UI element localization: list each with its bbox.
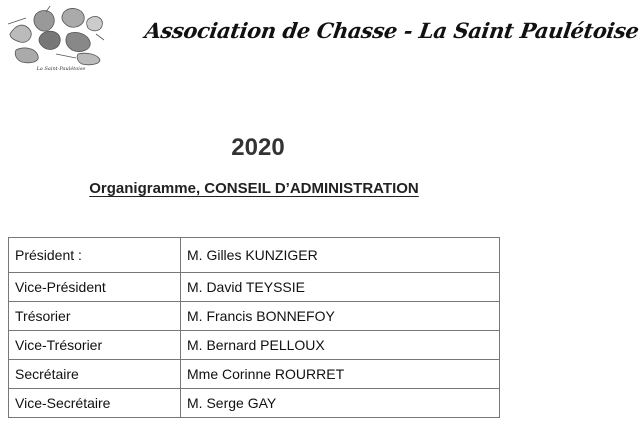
table-row (9, 360, 500, 389)
member-cell: Mme Corinne ROURRET (181, 360, 500, 389)
role-cell: Président : (9, 238, 181, 273)
member-cell: M. Serge GAY (181, 389, 500, 418)
member-cell: M. Gilles KUNZIGER (181, 238, 500, 273)
association-logo (6, 4, 106, 80)
role-cell: Vice-Secrétaire (9, 389, 181, 418)
document-year: 2020 (231, 134, 285, 161)
role-cell: Vice-Trésorier (9, 331, 181, 360)
document-subtitle: Organigramme, CONSEIL D’ADMINISTRATION (89, 180, 419, 197)
board-table (8, 237, 500, 418)
logo-caption: La Saint-Paulétoise (36, 66, 86, 72)
role-cell: Secrétaire (9, 360, 181, 389)
role-cell: Vice-Président (9, 273, 181, 302)
table-row (9, 302, 500, 331)
member-cell: M. David TEYSSIE (181, 273, 500, 302)
member-cell: M. Francis BONNEFOY (181, 302, 500, 331)
table-row (9, 389, 500, 418)
member-cell: M. Bernard PELLOUX (181, 331, 500, 360)
table-row (9, 273, 500, 302)
role-cell: Trésorier (9, 302, 181, 331)
table-row (9, 331, 500, 360)
table-row (9, 238, 500, 273)
association-title: Association de Chasse - La Saint Paulétoise (143, 18, 640, 43)
